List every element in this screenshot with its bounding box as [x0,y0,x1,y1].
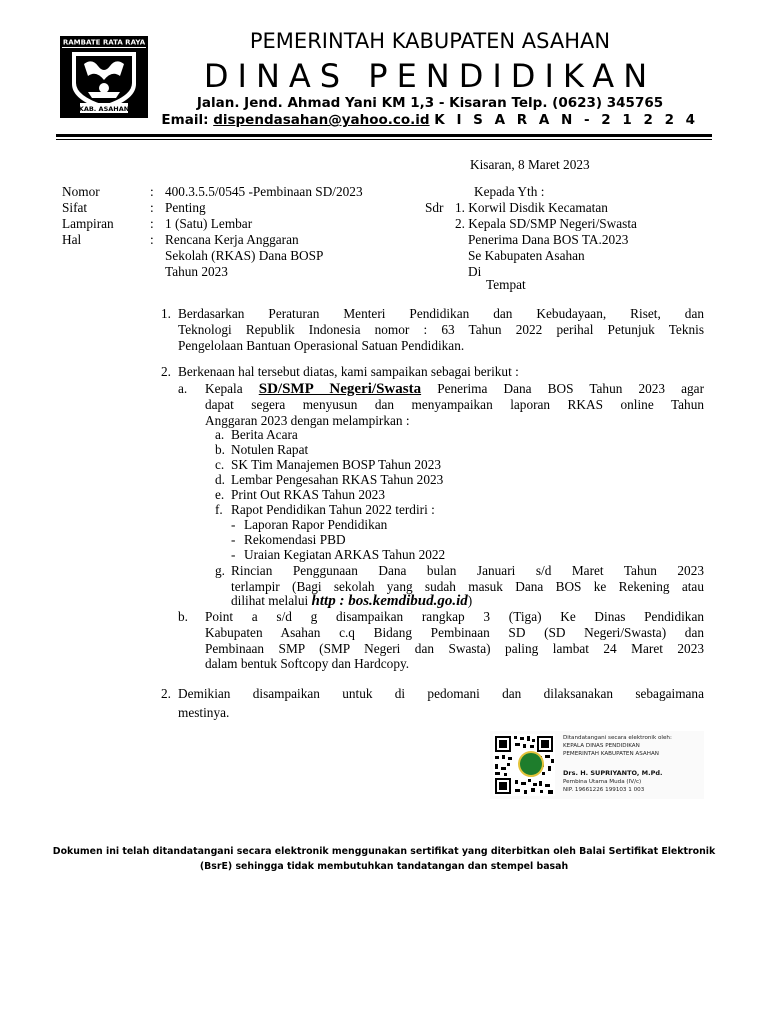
recipient-line-2: 2. Kepala SD/SMP Negeri/Swasta [455,216,637,231]
hal-colon: : [150,232,154,247]
point-b-line-4: dalam bentuk Softcopy dan Hardcopy. [205,656,410,671]
signatory-nip: NIP. 19661226 199103 1 003 [563,787,645,793]
header-rule-thin [56,139,712,140]
attachment-label: b. [215,442,225,457]
attachment-label: a. [215,427,225,442]
footer-note-line-1: Dokumen ini telah ditandatangani secara elektronik menggunakan sertifikat yang diterbitkan oleh Balai Sertifikat Elektronik [52,846,716,857]
para-2-number: 2. [161,364,171,379]
regency-logo [58,34,150,120]
signature-institution: PEMERINTAH KABUPATEN ASAHAN [563,751,659,757]
nomor-label: Nomor [62,184,100,199]
para-1-line-3: Pengelolaan Bantuan Operasional Satuan Pendidikan. [178,338,465,353]
point-a-post: Penerima Dana BOS Tahun 2023 agar [437,381,705,396]
lampiran-label: Lampiran [62,216,114,231]
signatory-rank: Pembina Utama Muda (IV/c) [563,779,642,785]
hal-line-3: Tahun 2023 [165,264,228,279]
attachment-g-post: ) [467,593,473,608]
attachment-item: SK Tim Manajemen BOSP Tahun 2023 [231,457,441,472]
sub-item-dash: - [231,517,236,532]
email-label: Email: [161,112,209,128]
sub-item: Rekomendasi PBD [244,532,346,547]
signature-note: Ditandatangani secara elektronik oleh: [563,735,672,741]
signature-position: KEPALA DINAS PENDIDIKAN [563,743,640,749]
attachment-label: c. [215,457,225,472]
recipient-sdr: Sdr [425,200,444,215]
attachment-g-pre: dilihat melalui [231,593,309,608]
para-3-number: 2. [161,686,171,701]
letter-date: Kisaran, 8 Maret 2023 [470,157,590,172]
sifat-colon: : [150,200,154,215]
logo-banner-text: RAMBATE RATA RAYA [62,38,146,47]
sub-item-dash: - [231,532,236,547]
recipient-line-4: Se Kabupaten Asahan [468,248,585,263]
attachment-item: Lembar Pengesahan RKAS Tahun 2023 [231,472,444,487]
point-a-pre: Kepala [205,381,243,396]
sub-item: Laporan Rapor Pendidikan [244,517,388,532]
bos-link[interactable]: http : bos.kemdibud.go.id [311,593,468,609]
nomor-colon: : [150,184,154,199]
footer-note-line-2: (BsrE) sehingga tidak membutuhkan tandatangan dan stempel basah [199,861,569,872]
para-3-line-1: Demikian disampaikan untuk di pedomani dan dilaksanakan sebagaimana [178,686,704,701]
recipient-line-3: Penerima Dana BOS TA.2023 [468,232,629,247]
point-b-line-3: Pembinaan SMP (SMP Negeri dan Swasta) paling lambat 24 Maret 2023 [205,641,704,656]
attachment-g-line-3 [231,593,472,609]
office-address: Jalan. Jend. Ahmad Yani KM 1,3 - Kisaran Telp. (0623) 345765 [196,95,664,111]
point-a-line-3: Anggaran 2023 dengan melampirkan : [205,413,410,428]
sub-item: Uraian Kegiatan ARKAS Tahun 2022 [244,547,446,562]
para-1-number: 1. [161,306,171,321]
point-a-line-1 [205,381,704,397]
recipient-di: Di [468,264,482,279]
signatory-name: Drs. H. SUPRIYANTO, M.Pd. [563,769,663,777]
recipient-line-1: 1. Korwil Disdik Kecamatan [455,200,608,215]
email-link[interactable]: dispendasahan@yahoo.co.id [213,112,430,128]
sifat-value: Penting [165,200,206,215]
sub-item-dash: - [231,547,236,562]
sifat-label: Sifat [62,200,88,215]
hal-label: Hal [62,232,82,247]
attachment-g-label: g. [215,563,225,578]
point-b-line-1: Point a s/d g disampaikan rangkap 3 (Tiga) Ke Dinas Pendidikan [205,609,704,624]
point-b-label: b. [178,609,188,624]
header-rule-thick [56,134,712,137]
point-b-line-2: Kabupaten Asahan c.q Bidang Pembinaan SD (SD Negeri/Swasta) dan [205,625,704,640]
attachment-label: d. [215,472,225,487]
lampiran-colon: : [150,216,154,231]
para-3-line-2: mestinya. [178,705,230,720]
attachment-g-line-2: terlampir (Bagi sekolah yang sudah masuk Dana BOS ke Rekening atau [231,579,704,594]
point-a-emphasis: SD/SMP Negeri/Swasta [258,381,422,397]
office-title: DINAS PENDIDIKAN [203,57,657,95]
office-contact [160,112,700,128]
attachment-label: e. [215,487,225,502]
point-a-line-2: dapat segera menyusun dan menyampaikan laporan RKAS online Tahun [205,397,704,412]
regency-seal-icon [518,751,544,777]
para-1-line-2: Teknologi Republik Indonesia nomor : 63 Tahun 2022 perihal Petunjuk Teknis [178,322,704,337]
recipient-tempat: Tempat [486,277,526,292]
nomor-value: 400.3.5.5/0545 -Pembinaan SD/2023 [165,184,363,199]
point-a-label: a. [178,381,188,396]
attachment-item: Rapot Pendidikan Tahun 2022 terdiri : [231,502,435,517]
para-2-intro: Berkenaan hal tersebut diatas, kami sampaikan sebagai berikut : [178,364,519,379]
lampiran-value: 1 (Satu) Lembar [165,216,253,231]
hal-line-2: Sekolah (RKAS) Dana BOSP [165,248,324,263]
attachment-item: Berita Acara [231,427,298,442]
city-code: K I S A R A N - 2 1 2 2 4 [434,112,699,128]
attachment-item: Notulen Rapat [231,442,309,457]
attachment-label: f. [215,502,223,517]
government-title: PEMERINTAH KABUPATEN ASAHAN [249,29,611,53]
logo-caption-text: KAB. ASAHAN [78,105,130,113]
recipient-kepada: Kepada Yth : [474,184,545,199]
attachment-g-line-1: Rincian Penggunaan Dana bulan Januari s/d Maret Tahun 2023 [231,563,704,578]
para-1-line-1: Berdasarkan Peraturan Menteri Pendidikan dan Kebudayaan, Riset, dan [178,306,704,321]
hal-line-1: Rencana Kerja Anggaran [165,232,299,247]
attachment-item: Print Out RKAS Tahun 2023 [231,487,385,502]
